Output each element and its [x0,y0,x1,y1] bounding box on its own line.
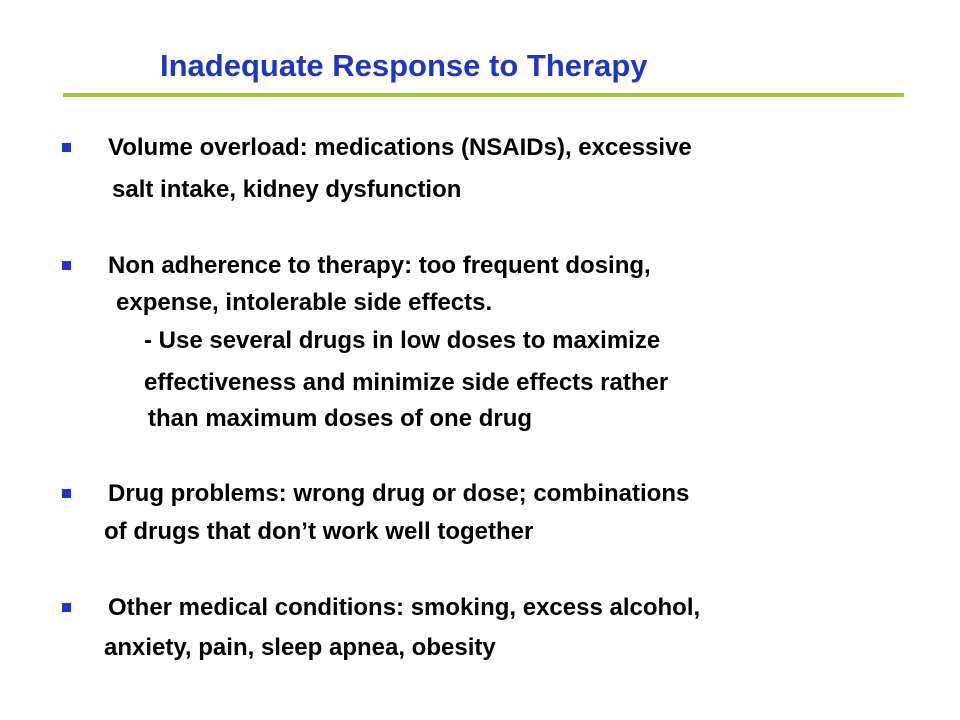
bullet-square-icon [62,143,71,152]
bullet-2-sub-line-1: - Use several drugs in low doses to maximize [144,327,661,354]
bullet-square-icon [62,603,71,612]
bullet-2-sub-line-2: effectiveness and minimize side effects rather [144,369,669,396]
bullet-square-icon [62,261,71,270]
bullet-2-line-1: Non adherence to therapy: too frequent dosing, [108,252,651,279]
bullet-2-line-2: expense, intolerable side effects. [116,289,493,316]
bullet-square-icon [62,489,71,498]
bullet-3-line-2: of drugs that don’t work well together [104,518,534,545]
bullet-1-line-1: Volume overload: medications (NSAIDs), excessive [108,134,692,161]
bullet-4-line-2: anxiety, pain, sleep apnea, obesity [104,634,496,661]
title-underline [63,93,904,97]
bullet-4-line-1: Other medical conditions: smoking, excess alcohol, [108,594,701,621]
bullet-2-sub-line-3: than maximum doses of one drug [148,405,533,432]
bullet-1-line-2: salt intake, kidney dysfunction [112,176,462,203]
slide-title: Inadequate Response to Therapy [160,48,648,83]
bullet-3-line-1: Drug problems: wrong drug or dose; combinations [108,480,690,507]
